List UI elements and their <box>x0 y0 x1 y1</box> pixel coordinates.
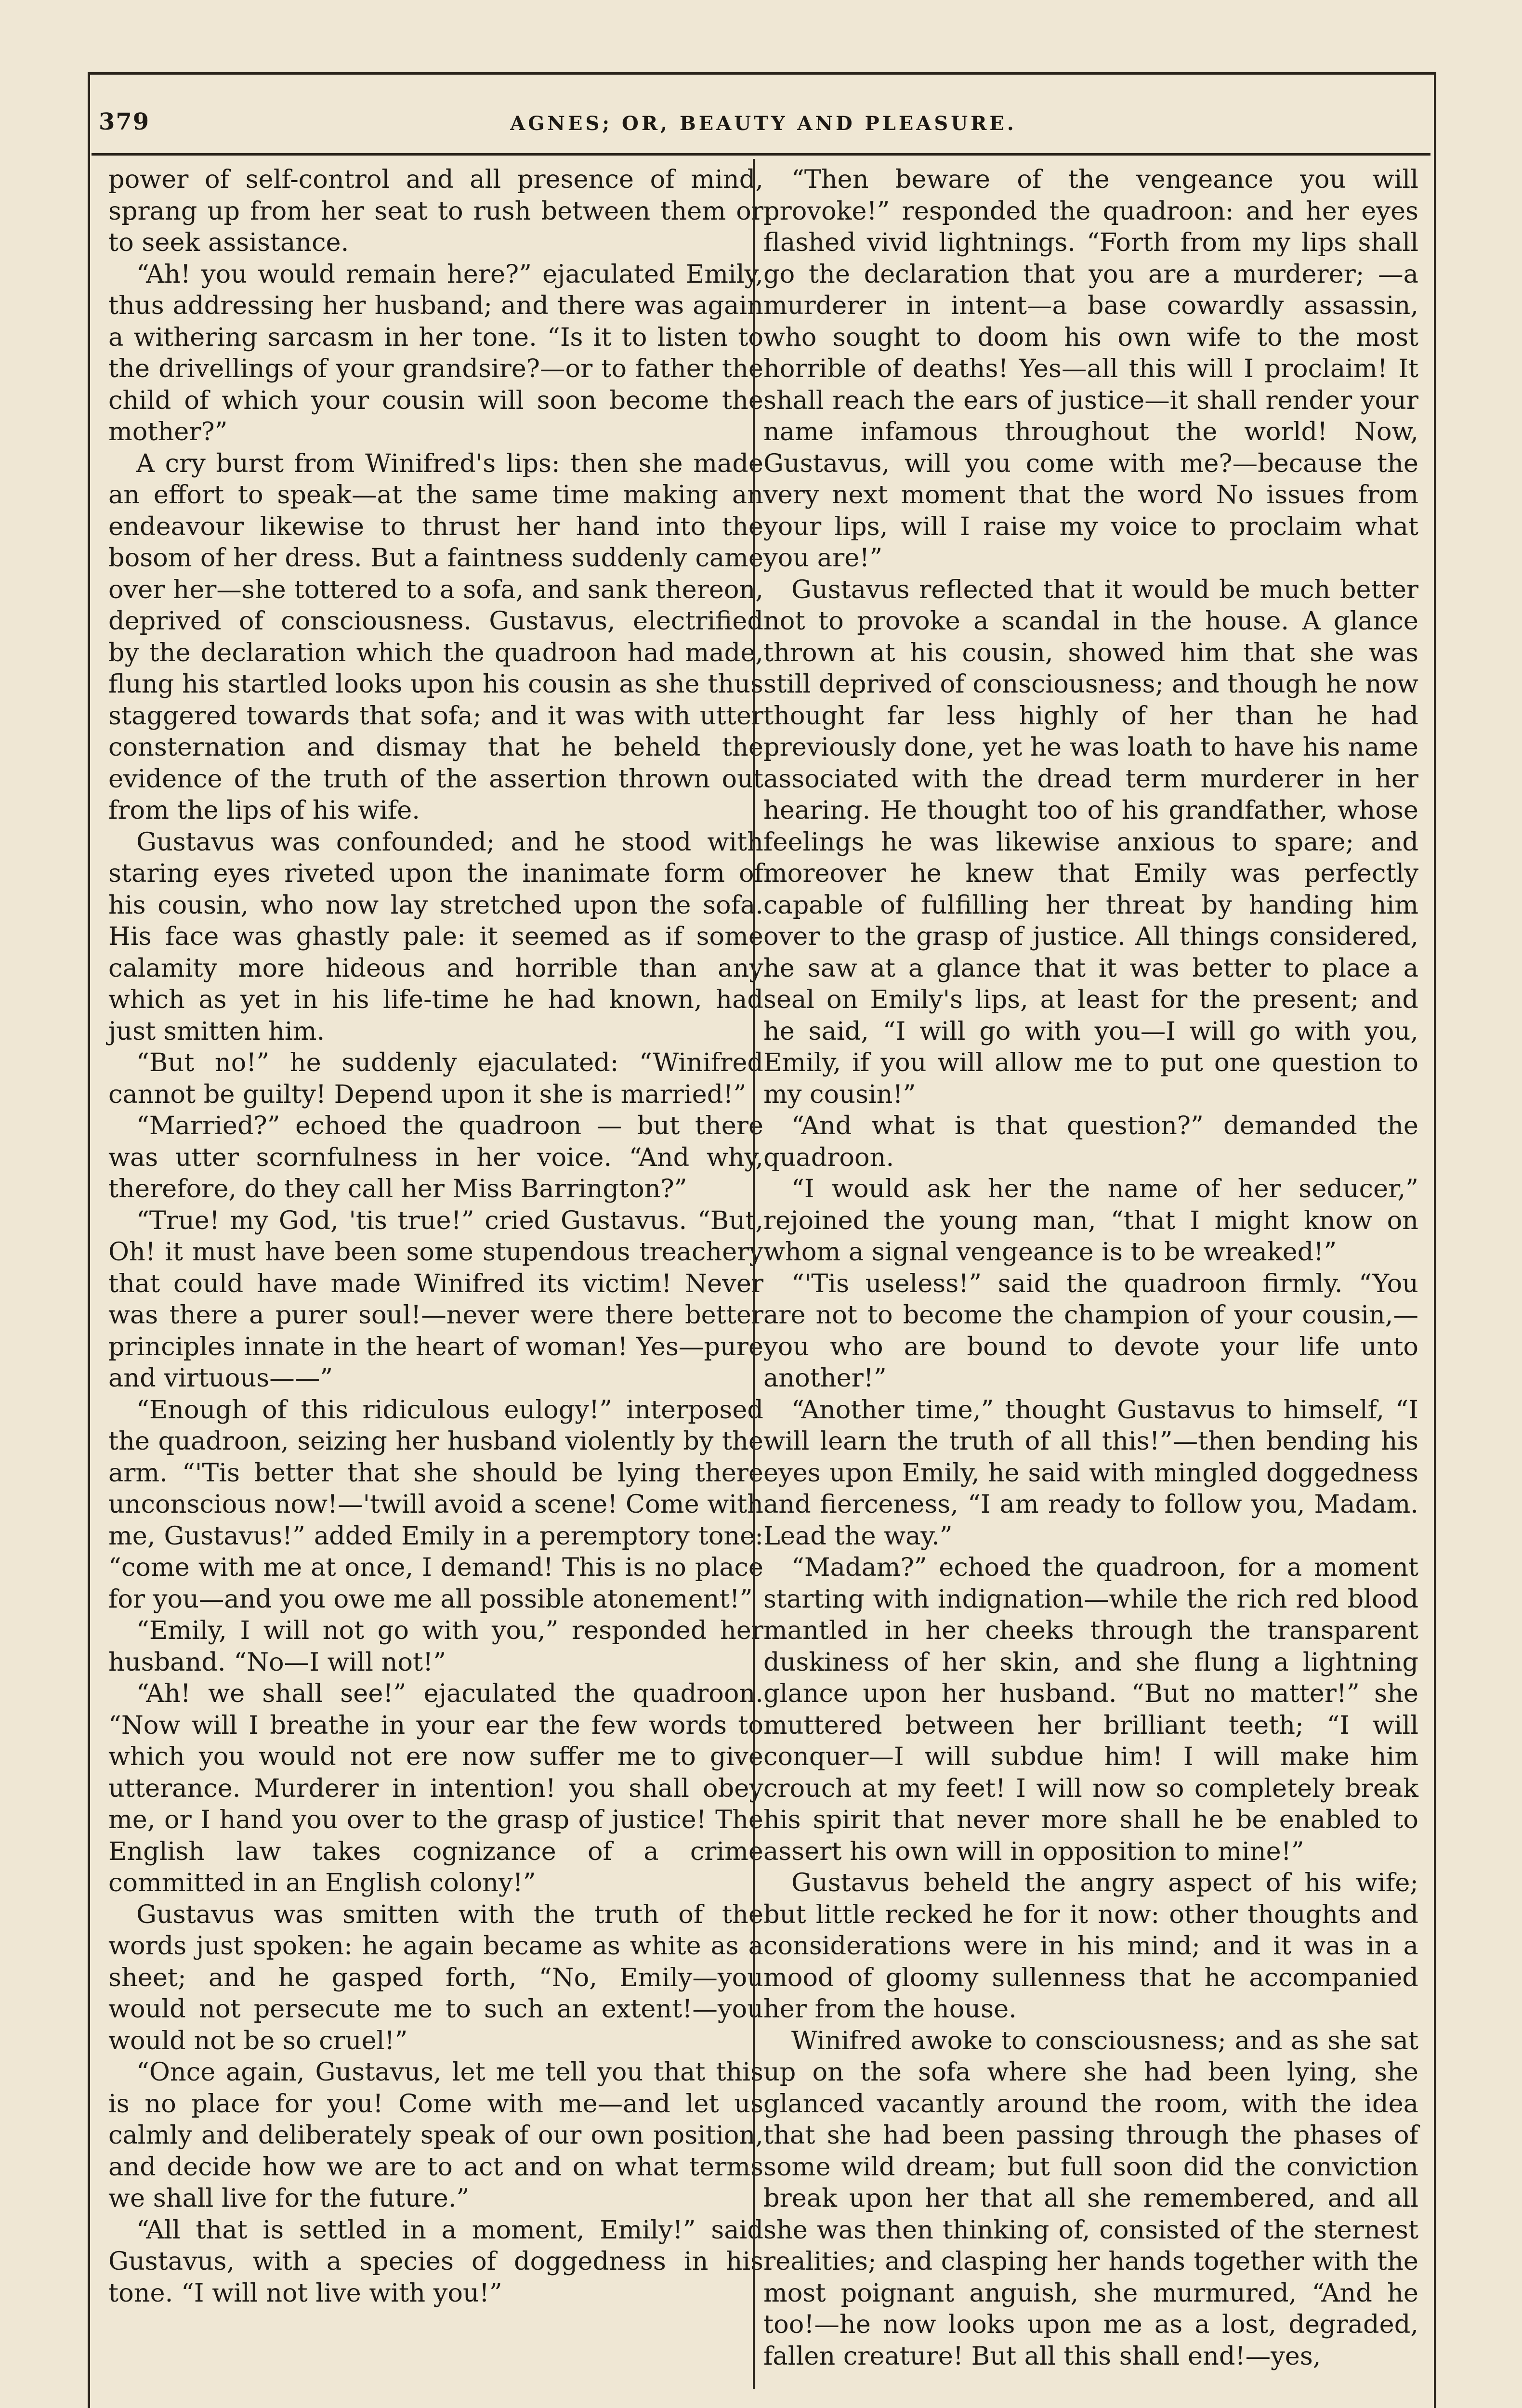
paragraph: “Madam?” echoed the quadroon, for a moment starting with indignation—while the rich red blood mantled in her cheeks through the transparent duskiness of her skin, and she flung a lightning glance upon her husband. “But no matter!” she muttered between her brilliant teeth; “I will conquer—I will subdue him! I will make him crouch at my feet! I will now so completely break his spirit that never more shall he be enabled to assert his own will in opposition to mine!” <box>763 1553 1418 1866</box>
page-number: 379 <box>99 108 150 135</box>
paragraph: “Once again, Gustavus, let me tell you that this is no place for you! Come with me—and let us calmly and deliberately speak of our own position, and decide how we are to act and on what terms we shall live for the future.” <box>108 2057 763 2213</box>
paragraph: Winifred awoke to consciousness; and as she sat up on the sofa where she had been lying, she glanced vacantly around the room, with the idea that she had been passing through the phases of some wild dream; but full soon did the conviction break upon her that all she remembered, and all she was then thinking of, consisted of the sternest realities; and clasping her hands together with the most poignant anguish, she murmured, “And he too!—he now looks upon me as a lost, degraded, fallen creature! But all this shall end!—yes, <box>763 2026 1418 2371</box>
paragraph: “And what is that question?” demanded the quadroon. <box>763 1111 1418 1172</box>
paragraph: Gustavus was smitten with the truth of the words just spoken: he again became as white as a sheet; and he gasped forth, “No, Emily—you would not persecute me to such an extent!—you would not be so cruel!” <box>108 1899 763 2055</box>
running-head <box>99 108 1428 142</box>
paragraph: “Ah! you would remain here?” ejaculated Emily, thus addressing her husband; and there was again a withering sarcasm in her tone. “Is it to listen to the drivellings of your grandsire?—or to father the child of which your cousin will soon become the mother?” <box>108 259 763 446</box>
paragraph: A cry burst from Winifred's lips: then she made an effort to speak—at the same time making an endeavour likewise to thrust her hand into the bosom of her dress. But a faintness suddenly came over her—she tottered to a sofa, and sank thereon, deprived of consciousness. Gustavus, electrified by the declaration which the quadroon had made, flung his startled looks upon his cousin as she thus staggered towards that sofa; and it was with utter consternation and dismay that he beheld the evidence of the truth of the assertion thrown out from the lips of his wife. <box>108 448 763 825</box>
paragraph: “Then beware of the vengeance you will provoke!” responded the quadroon: and her eyes flashed vivid lightnings. “Forth from my lips shall go the declaration that you are a murderer; —a murderer in intent—a base cowardly assassin, who sought to doom his own wife to the most horrible of deaths! Yes—all this will I proclaim! It shall reach the ears of justice—it shall render your name infamous throughout the world! Now, Gustavus, will you come with me?—because the very next moment that the word No issues from your lips, will I raise my voice to proclaim what you are!” <box>763 165 1418 573</box>
paragraph: “Another time,” thought Gustavus to himself, “I will learn the truth of all this!”—then bending his eyes upon Emily, he said with mingled doggedness and fierceness, “I am ready to follow you, Madam. Lead the way.” <box>763 1395 1418 1551</box>
paragraph: “Ah! we shall see!” ejaculated the quadroon. “Now will I breathe in your ear the few words to which you would not ere now suffer me to give utterance. Murderer in intention! you shall obey me, or I hand you over to the grasp of justice! The English law takes cognizance of a crime committed in an English colony!” <box>108 1679 763 1898</box>
paragraph: Gustavus was confounded; and he stood with staring eyes riveted upon the inanimate form of his cousin, who now lay stretched upon the sofa. His face was ghastly pale: it seemed as if some calamity more hideous and horrible than any which as yet in his life-time he had known, had just smitten him. <box>108 827 763 1046</box>
left-column <box>108 164 763 2384</box>
paragraph: “All that is settled in a moment, Emily!” said Gustavus, with a species of doggedness in his tone. “I will not live with you!” <box>108 2215 763 2308</box>
right-column <box>763 164 1418 2384</box>
paragraph: “I would ask her the name of her seducer,” rejoined the young man, “that I might know on whom a signal vengeance is to be wreaked!” <box>763 1174 1418 1267</box>
paragraph: power of self-control and all presence of mind, sprang up from her seat to rush between them or to seek assistance. <box>108 165 763 257</box>
paragraph: Gustavus beheld the angry aspect of his wife; but little recked he for it now: other thoughts and considerations were in his mind; and it was in a mood of gloomy sullenness that he accompanied her from the house. <box>763 1868 1418 2024</box>
paragraph: “Emily, I will not go with you,” responded her husband. “No—I will not!” <box>108 1616 763 1677</box>
paragraph: “'Tis useless!” said the quadroon firmly. “You are not to become the champion of your cousin,—you who are bound to devote your life unto another!” <box>763 1269 1418 1393</box>
paragraph: “Enough of this ridiculous eulogy!” interposed the quadroon, seizing her husband violently by the arm. “'Tis better that she should be lying there unconscious now!—'twill avoid a scene! Come with me, Gustavus!” added Emily in a peremptory tone: “come with me at once, I demand! This is no place for you—and you owe me all possible atonement!” <box>108 1395 763 1614</box>
running-title: AGNES; OR, BEAUTY AND PLEASURE. <box>510 112 1017 135</box>
paragraph: “But no!” he suddenly ejaculated: “Winifred cannot be guilty! Depend upon it she is married!” <box>108 1048 763 1109</box>
column-rule <box>753 159 755 2389</box>
paragraph: “True! my God, 'tis true!” cried Gustavus. “But, Oh! it must have been some stupendous treachery that could have made Winifred its victim! Never was there a purer soul!—never were there better principles innate in the heart of woman! Yes—pure and virtuous——” <box>108 1205 763 1393</box>
header-rule <box>92 153 1430 156</box>
paragraph: “Married?” echoed the quadroon — but there was utter scornfulness in her voice. “And why, therefore, do they call her Miss Barrington?” <box>108 1111 763 1204</box>
paragraph: Gustavus reflected that it would be much better not to provoke a scandal in the house. A glance thrown at his cousin, showed him that she was still deprived of consciousness; and though he now thought far less highly of her than he had previously done, yet he was loath to have his name associated with the dread term murderer in her hearing. He thought too of his grandfather, whose feelings he was likewise anxious to spare; and moreover he knew that Emily was perfectly capable of fulfilling her threat by handing him over to the grasp of justice. All things considered, he saw at a glance that it was better to place a seal on Emily's lips, at least for the present; and he said, “I will go with you—I will go with you, Emily, if you will allow me to put one question to my cousin!” <box>763 575 1418 1109</box>
